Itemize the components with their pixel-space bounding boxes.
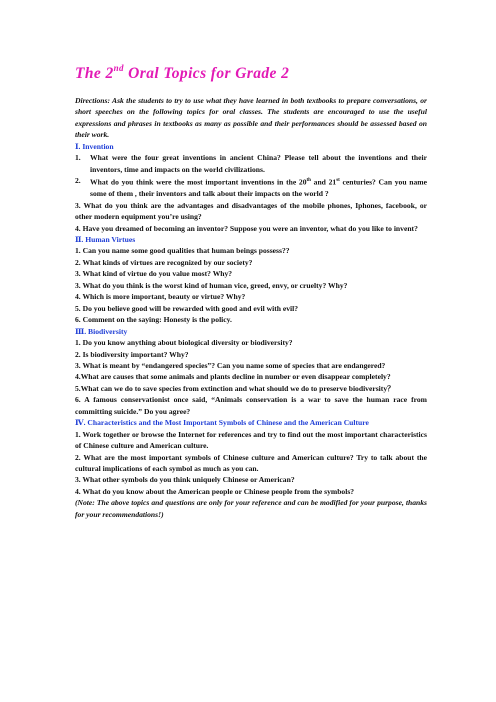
list-item: 4. Which is more important, beauty or virtue? Why? — [75, 292, 246, 302]
section-heading-biodiversity: Ⅲ. Biodiversity — [75, 326, 128, 336]
section-heading-invention: Ⅰ. Invention — [75, 141, 114, 151]
list-item: 6. Comment on the saying: Honesty is the policy. — [75, 315, 232, 325]
list-item: 5. Do you believe good will be rewarded with good and evil with evil? — [75, 303, 299, 313]
page-title — [75, 64, 415, 83]
list-item: 1. Work together or browse the Internet for references and try to find out the most important characteristics of Chinese culture and American culture. — [75, 429, 427, 451]
list-item: 3. What do you think is the worst kind of human vice, greed, envy, or cruelty? Why? — [75, 280, 348, 290]
list-item: 2. Is biodiversity important? Why? — [75, 349, 189, 359]
list-item: 4.What are causes that some animals and plants decline in number or even disappear completely? — [75, 372, 391, 382]
list-item: 2. What are the most important symbols of Chinese culture and American culture? Try to talk about the cultural implications of each symbol as much as you can. — [75, 452, 427, 474]
list-item: 1. Can you name some good qualities that human beings possess?? — [75, 246, 290, 256]
note-paragraph: (Note: The above topics and questions are only for your reference and can be modified for your purpose, thanks for your recommendations!) — [75, 498, 427, 519]
list-item: 4. What do you know about the American people or Chinese people from the symbols? — [75, 486, 355, 496]
item-number: 1. — [75, 153, 81, 163]
list-item: 2. What kinds of virtues are recognized by our society? — [75, 257, 253, 267]
list-item: 3. What other symbols do you think uniquely Chinese or American? — [75, 475, 295, 485]
list-item: 5.What can we do to save species from extinction and what should we do to preserve biodiversity？ — [75, 383, 395, 393]
list-item: 3. What kind of virtue do you value most? Why? — [75, 269, 233, 279]
list-item: 3. What do you think are the advantages and disadvantages of the mobile phones, Iphones, facebook, or other modern equipment you’re using? — [75, 200, 427, 222]
section-heading-culture: Ⅳ. Characteristics and the Most Important Symbols of Chinese and the American Culture — [75, 418, 369, 428]
item-text: What were the four great inventions in ancient China? Please tell about the inventions and their inventors, time and impacts on the world civilizations. — [90, 153, 427, 174]
section-heading-human-virtues: Ⅱ. Human Virtues — [75, 234, 136, 244]
list-item: 3. What is meant by “endangered species”? Can you name some of species that are endangered? — [75, 360, 386, 370]
list-item: 4. Have you dreamed of becoming an inventor? Suppose you were an inventor, what do you like to invent? — [75, 223, 418, 233]
title-superscript: nd — [113, 63, 124, 73]
title-text-rest: Oral Topics for Grade 2 — [123, 65, 290, 83]
list-item — [75, 175, 427, 199]
directions-paragraph: Directions: Ask the students to try to use what they have learned in both textbooks to prepare conversations, or short speeches on the following topics for oral classes. The students are encouraged to use the useful expressions and phrases in textbooks as many as possible and their performances should be assessed based on their work. — [75, 96, 427, 140]
list-item: 1. Do you know anything about biological diversity or biodiversity? — [75, 338, 293, 348]
item-text: What do you think were the most important inventions in the 20th and 21st centuries? Can you name some of them , their inventors and talk about their impacts on the world ? — [90, 177, 427, 199]
title-text: The 2 — [75, 65, 114, 83]
list-item — [75, 152, 427, 175]
document-body — [75, 95, 427, 520]
list-item: 6. A famous conservationist once said, “Animals conservation is a war to save the human race from committing suicide.” Do you agree? — [75, 395, 427, 416]
item-number: 2. — [75, 176, 81, 186]
